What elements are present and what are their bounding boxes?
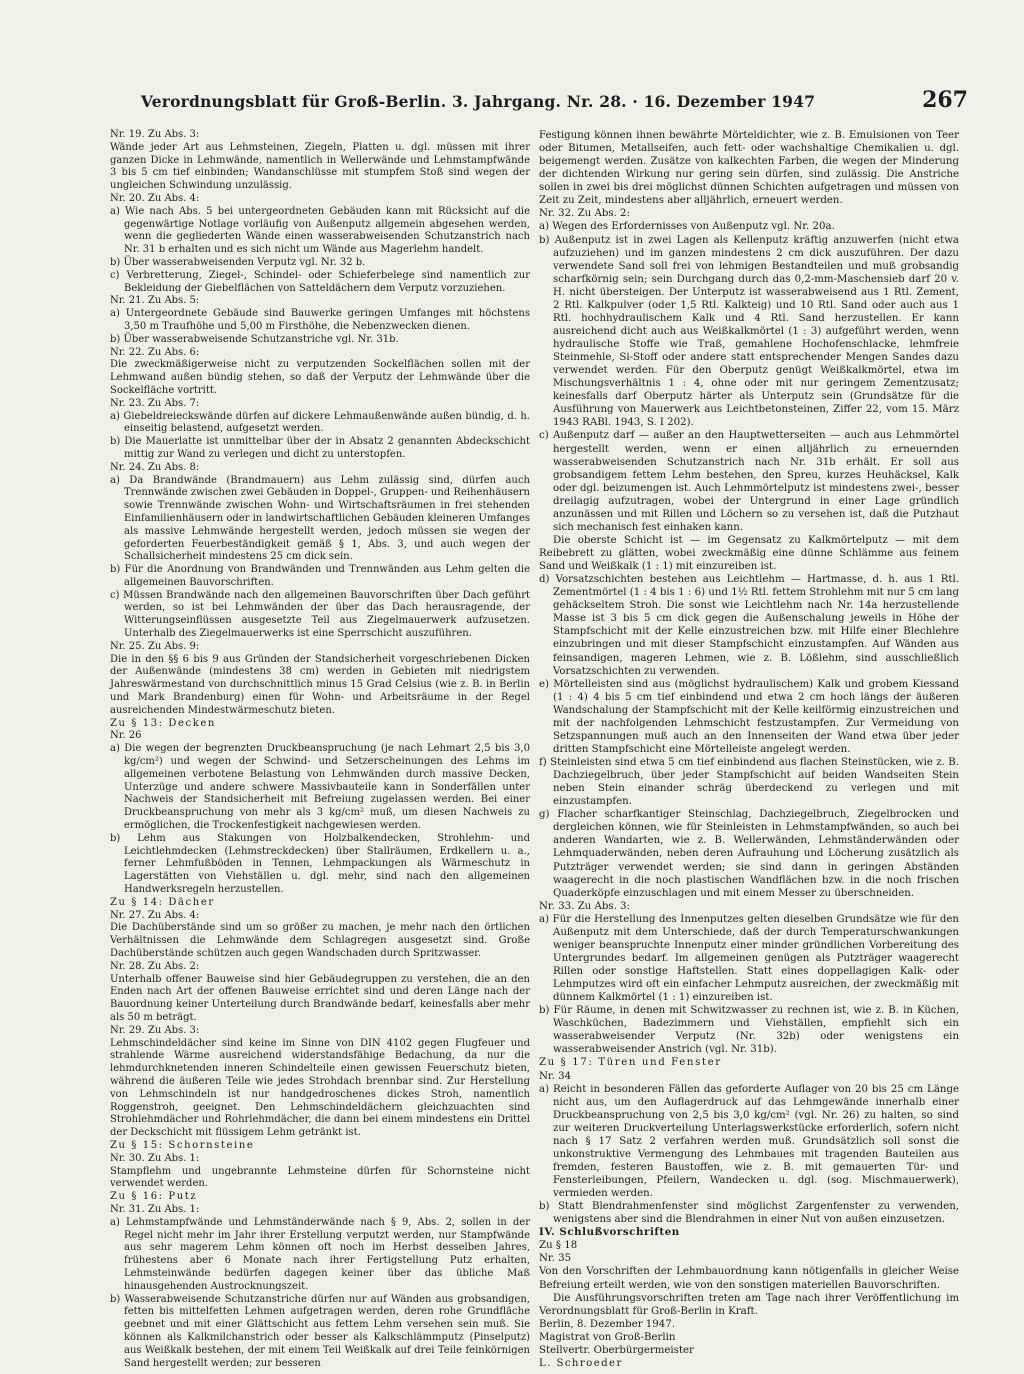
section-heading: Nr. 24. Zu Abs. 8: (110, 461, 200, 473)
section-heading: Nr. 27. Zu Abs. 4: (110, 909, 200, 921)
page-header (88, 87, 968, 114)
list-item: b) Für die Anordnung von Brandwänden und Trennwänden aus Lehm gelten die allgemeinen Bauvorschriften. (110, 564, 530, 588)
paragraph: Von den Vorschriften der Lehmbauordnung kann nötigenfalls in gleicher Weise Befreiung erteilt werden, wie von den sonstigen materiellen Bauvorschriften. (539, 1266, 959, 1291)
list-item: b) Für Räume, in denen mit Schwitzwasser zu rechnen ist, wie z. B. in Küchen, Waschküchen, Badezimmern und Viehställen, empfiehlt sich ein wasserabweisender Verputz (Nr. 32b) oder wenigstens ein wasserabweisender Anstrich (vgl. Nr. 31b). (539, 1005, 959, 1056)
signature-line: Magistrat von Groß-Berlin (539, 1331, 676, 1343)
chapter-heading: Zu § 15: Schornsteine (110, 1139, 255, 1151)
section-heading: Nr. 33. Zu Abs. 3: (539, 900, 630, 912)
paragraph: Lehmschindeldächer sind keine im Sinne von DIN 4102 gegen Flugfeuer und strahlende Wärme ausreichend widerstandsfähige Bedachung, da nur die lehmdurchknetenden inneren Schindelteile einen gewissen Feuerschutz bieten, während die äußeren Teile wie jedes Strohdach brennbar sind. Zur Herstellung von Lehmschindeln ist nur handgedroschenes dickes Stroh, namentlich Roggenstroh, geeignet. Den Lehmschindeldächern gleichzuachten sind Strohlehmdächer und Rohrlehmdächer, die dann bei einem mindestens ein Drittel der Deckschicht mit flüssigem Lehm getränkt ist. (110, 1037, 530, 1139)
section-heading: Nr. 20. Zu Abs. 4: (110, 192, 200, 204)
list-item: a) Für die Herstellung des Innenputzes gelten dieselben Grundsätze wie für den Außenputz mit dem Unterschiede, daß der durch Temperaturschwankungen weniger beanspruchte Innenputz einer minder gründlichen Vorbereitung des Untergrundes bedarf. Im allgemeinen genügen als Putzträger waagerecht Rillen oder sonstige Haftstellen. Statt eines doppellagigen Kalk- oder Lehmputzes wird oft ein einfacher Lehmputz ausreichen, der zweckmäßig mit dünnem Kalkmörtel (1 : 1) einzureiben ist. (539, 913, 959, 1004)
list-item: a) Wie nach Abs. 5 bei untergeordneten Gebäuden kann mit Rücksicht auf die gegenwärtige Notlage vorläufig von Außenputz allgemein abgesehen werden, wenn die gegliederten Wände einen wasserabweisenden Schutzanstrich nach Nr. 31 b erhalten und es sich nicht um Wände aus Magerlehm handelt. (110, 205, 530, 256)
list-item: e) Mörtelleisten sind aus (möglichst hydraulischem) Kalk und grobem Kiessand (1 : 4) 4 bis 5 cm tief einbindend und etwa 2 cm hoch längs der äußeren Wandschalung der Stampfschicht mit der Kelle keilförmig einzustreichen und mit der nachfolgenden Lehmschicht festzustampfen. Zur Vermeidung von Setzspannungen muß auch an den Innenseiten der Wand etwa über jeder dritten Stampfschicht eine Mörtelleiste angelegt werden. (539, 678, 959, 755)
section-heading: Zu § 18 (539, 1240, 578, 1252)
section-heading: Nr. 30. Zu Abs. 1: (110, 1152, 200, 1164)
section-heading: Nr. 25. Zu Abs. 9: (110, 640, 200, 652)
section-heading: Nr. 19. Zu Abs. 3: (110, 129, 200, 140)
paragraph: Stampflehm und ungebrannte Lehmsteine dürfen für Schornsteine nicht verwendet werden. (110, 1165, 530, 1190)
section-heading: Nr. 35 (539, 1253, 572, 1265)
list-item: b) Wasserabweisende Schutzanstriche dürfen nur auf Wänden aus grobsandigen, fetten bis mittelfetten Lehmen aufgetragen werden, deren rohe Grundfläche geebnet und mit einer Glättschicht aus fettem Lehm versehen sein muß. Sie können als Kalkmilchanstrich oder besser als Kalkschlämmputz (Pinselputz) aus Weißkalk bestehen, der mit einem Teil Weißkalk auf drei Teile feinkörnigen Sand hergestellt werden; zur besseren (110, 1293, 530, 1369)
list-item: d) Vorsatzschichten bestehen aus Leichtlehm — Hartmasse, d. h. aus 1 Rtl. Zementmörtel (1 : 4 bis 1 : 6) und 1½ Rtl. fettem Strohlehm mit nur 5 cm lang gehäckseltem Stroh. Die sonst wie Leichtlehm nach Nr. 14a herzustellende Masse ist 3 bis 5 cm dick gegen die Außenschalung jeweils in Höhe der Stampfschicht mit der Kelle einzustreichen bzw. mit Hilfe einer Blechlehre einzubringen und mit dieser Stampfschicht einzustampfen. Auf Wänden aus feinsandigen, mageren Lehmen, wie z. B. Lößlehm, sind ausschließlich Vorsatzschichten zu verwenden. (539, 574, 959, 677)
list-item: b) Über wasserabweisende Schutzanstriche vgl. Nr. 31b. (110, 333, 399, 345)
list-item: b) Außenputz ist in zwei Lagen als Kellenputz kräftig anzuwerfen (nicht etwa aufzuziehen) und im ganzen mindestens 2 cm dick auszuführen. Der dazu verwendete Sand soll frei von lehmigen Bestandteilen und muß grobsandig scharfkörnig sein; sein Durchgang durch das 0,2-mm-Maschensieb darf 20 v. H. nicht übersteigen. Der Unterputz ist wasserabweisend aus 1 Rtl. Zement, 2 Rtl. Kalkpulver (oder 1,5 Rtl. Kalkteig) und 10 Rtl. Sand oder auch aus 1 Rtl. hochhydraulischem Kalk und 4 Rtl. Sand herzustellen. Er kann ausreichend dicht auch aus Weißkalkmörtel (1 : 3) aufgeführt werden, wenn hydraulische Stoffe wie Traß, gemahlene Hochofenschlacke, lehmfreie Steinmehle, Si-Stoff oder andere statt entsprechender Mengen Sandes dazu verwendet werden. Für den Oberputz genügt Weißkalkmörtel, etwa im Mischungsverhältnis 1 : 4, ohne oder mit nur geringem Zementzusatz; keinesfalls darf Oberputz härter als Unterputz sein (Grundsätze für die Ausführung von Mauerwerk aus Leichtbetonsteinen, Ziffer 22, vom 15. März 1943 RABl. 1943, S. I 202). (539, 234, 959, 429)
place-date: Berlin, 8. Dezember 1947. (539, 1318, 675, 1330)
section-heading: Nr. 34 (539, 1070, 572, 1082)
paragraph: Die Ausführungsvorschriften treten am Tage nach ihrer Veröffentlichung im Verordnungsblatt für Groß-Berlin in Kraft. (539, 1292, 959, 1317)
part-heading: IV. Schlußvorschriften (539, 1226, 680, 1239)
section-heading: Nr. 31. Zu Abs. 1: (110, 1203, 200, 1215)
section-heading: Nr. 23. Zu Abs. 7: (110, 397, 200, 409)
list-item: a) Die wegen der begrenzten Druckbeanspruchung (je nach Lehmart 2,5 bis 3,0 kg/cm²) und wegen der Schwind- und Setzerscheinungen des Lehms im allgemeinen verbotene Belastung von Lehmwänden durch massive Decken, Unterzüge und andere schwere Massivbauteile kann in Sonderfällen unter Nachweis der Standsicherheit mit Befreiung zugelassen werden. Bei einer Druckbeanspruchung von mehr als 3 kg/cm² muß, um diesen Nachweis zu ermöglichen, die Trockenfestigkeit nachgewiesen werden. (110, 743, 530, 832)
list-item: c) Müssen Brandwände nach den allgemeinen Bauvorschriften über Dach geführt werden, so ist bei Lehmwänden der über das Dach herausragende, der Witterungseinflüssen ausgesetzte Teil aus Ziegelmauerwerk aufzusetzen. Unterhalb des Ziegelmauerwerks ist eine Sperrschicht auszuführen. (110, 589, 530, 640)
paragraph: Wände jeder Art aus Lehmsteinen, Ziegeln, Platten u. dgl. müssen mit ihrer ganzen Dicke in Lehmwände, namentlich in Wellerwände und Lehmstampfwände 3 bis 5 cm tief einbinden; Wandanschlüsse mit stumpfem Stoß sind wegen der ungleichen Schwindung unzulässig. (110, 141, 530, 192)
paragraph: Die oberste Schicht ist — im Gegensatz zu Kalkmörtelputz — mit dem Reibebrett zu glätten, wobei zweckmäßig eine dünne Schlämme aus feinem Sand und Weißkalk (1 : 1) mit einzureiben ist. (539, 534, 959, 573)
list-item: a) Reicht in besonderen Fällen das geforderte Auflager von 20 bis 25 cm Länge nicht aus, um den Auflagerdruck auf das Lehmgewände innerhalb einer Druckbeanspruchung von 2,5 bis 3,0 kg/cm² (vgl. Nr. 26) zu halten, so sind zur weiteren Druckverteilung Unterlagswerkstücke erforderlich, sofern nicht nach § 17 Satz 2 verfahren werden muß. Grundsätzlich soll sonst die unkonstruktive Vermengung des Lehmbaues mit tragenden Bauteilen aus fremden, festeren Baustoffen, wie z. B. mit gemauerten Tür- und Fensterleibungen, Pfeilern, Wandecken u. dgl. (sog. Mischmauerwerk), vermieden werden. (539, 1083, 959, 1200)
list-item: f) Steinleisten sind etwa 5 cm tief einbindend aus flachen Steinstücken, wie z. B. Dachziegelbruch, über jeder Stampfschicht auf beiden Wandseiten Stein neben Stein einander schräg überdeckend zu verlegen und mit einzustampfen. (539, 757, 959, 808)
paragraph: Die in den §§ 6 bis 9 aus Gründen der Standsicherheit vorgeschriebenen Dicken der Außenwände (mindestens 38 cm) werden in Gebieten mit niedrigstem Jahreswärmestand von durchschnittlich minus 15 Grad Celsius (wie z. B. in Berlin und Mark Brandenburg) einen für Wohn- und Arbeitsräume in der Regel ausreichenden Mindestwärmeschutz bieten. (110, 653, 530, 716)
list-item: b) Die Mauerlatte ist unmittelbar über der in Absatz 2 genannten Abdeckschicht mittig zur Wand zu verlegen und dicht zu unterstopfen. (110, 436, 530, 460)
left-column (110, 129, 530, 1370)
list-item: a) Untergeordnete Gebäude sind Bauwerke geringen Umfanges mit höchstens 3,50 m Traufhöhe und 5,00 m Firsthöhe, die Nebenzwecken dienen. (110, 308, 530, 332)
section-heading: Nr. 28. Zu Abs. 2: (110, 960, 200, 972)
list-item: g) Flacher scharfkantiger Steinschlag, Dachziegelbruch, Ziegelbrocken und dergleichen können, wie für Steinleisten in Lehmstampfwänden, so auch bei anderen Wandarten, wie z. B. Wellerwänden, Lehmständerwänden oder Lehmquaderwänden, neben deren Aufrauhung und Löcherung zusätzlich als Putzträger verwendet werden; sie sind dann in geringen Abständen waagerecht in die noch plastischen Wandflächen bzw. in die noch frischen Quaderköpfe einzuschlagen und mit einem Messer zu überschneiden. (539, 809, 959, 899)
page-number: 267 (922, 87, 968, 113)
list-item: a) Da Brandwände (Brandmauern) aus Lehm zulässig sind, dürfen auch Trennwände zwischen zwei Gebäuden in Doppel-, Gruppen- und Reihenhäusern sowie Trennwände zwischen Wohn- und Wirtschaftsräumen in frei stehenden Einfamilienhäusern oder in landwirtschaftlichen Gebäuden kleineren Umfanges als massive Lehmwände hergestellt werden, jedoch müssen sie wegen der geforderten Feuerbeständigkeit gemäß § 1, Abs. 3, und auch wegen der Schallsicherheit mindestens 25 cm dick sein. (110, 474, 530, 563)
chapter-heading: Zu § 17: Türen und Fenster (539, 1057, 722, 1069)
list-item: b) Lehm aus Stakungen von Holzbalkendecken, Strohlehm- und Leichtlehmdecken (Lehmstreckdecken) über Stallräumen, Erdkellern u. a., ferner Lehmfußböden in Tennen, Lehmpackungen als Wärmeschutz in Lagerstätten von Viehställen u. dgl. mehr, sind nach den allgemeinen Handwerksregeln herzustellen. (110, 832, 530, 896)
list-item: c) Außenputz darf — außer an den Hauptwetterseiten — auch aus Lehmmörtel hergestellt werden, wenn er einen alljährlich zu erneuernden wasserabweisenden Schutzanstrich nach Nr. 31b erhält. Er soll aus grobsandigem fettem Lehm bestehen, den Spreu, kurzes Heuhäcksel, Kalk oder dgl. beizumengen ist. Auch Lehmmörtelputz ist mindestens zwei-, besser dreilagig aufzutragen, wobei der Untergrund in einer Lage gründlich anzunässen und mit Rillen und Löchern so zu versehen ist, daß die Putzhaut sich mechanisch fest einhaken kann. (539, 430, 959, 533)
section-heading: Nr. 32. Zu Abs. 2: (539, 208, 630, 220)
chapter-heading: Zu § 13: Decken (110, 717, 216, 729)
section-heading: Nr. 21. Zu Abs. 5: (110, 295, 200, 307)
section-heading: Nr. 29. Zu Abs. 3: (110, 1024, 200, 1036)
chapter-heading: Zu § 14: Dächer (110, 896, 215, 908)
list-item: c) Verbretterung, Ziegel-, Schindel- oder Schieferbelege sind namentlich zur Bekleidung der Giebelflächen von Satteldächern dem Verputz vorzuziehen. (110, 269, 530, 294)
list-item: a) Lehmstampfwände und Lehmständerwände nach § 9, Abs. 2, sollen in der Regel nicht mehr im Jahr ihrer Erstellung verputzt werden, nur Stampfwände aus sehr magerem Lehm können oft noch im Herbst desselben Jahres, frühestens aber 6 Monate nach ihrer Fertigstellung Putz erhalten, Lehmsteinwände bedürfen dagegen keiner über das übliche Maß hinausgehenden Austrocknungszeit. (110, 1216, 530, 1292)
list-item: b) Statt Blendrahmenfenster sind möglichst Zargenfenster zu verwenden, wenigstens aber sind die Blendrahmen in einer Nut von außen einzusetzen. (539, 1201, 959, 1226)
signatory-name: L. Schroeder (539, 1357, 623, 1369)
paragraph: Die zweckmäßigerweise nicht zu verputzenden Sockelflächen sollen mit der Lehmwand außen bündig stehen, so daß der Verputz der Lehmwände über die Sockelfläche vortritt. (110, 359, 530, 396)
section-heading: Nr. 26 (110, 730, 142, 742)
right-column (539, 129, 959, 1370)
paragraph: Festigung können ihnen bewährte Mörteldichter, wie z. B. Emulsionen von Teer oder Bitumen, Metallseifen, auch fett- oder wachshaltige Chemikalien u. dgl. beigemengt werden. Zusätze von kalkechten Farben, die wegen der Minderung der dichtenden Wirkung nur gering sein dürfen, sind zulässig. Die Anstriche sollen in zwei bis drei möglichst dünnen Schichten aufgetragen und müssen von Zeit zu Zeit, mindestens aber alljährlich, erneuert werden. (539, 130, 959, 207)
running-title: Verordnungsblatt für Groß-Berlin. 3. Jahrgang. Nr. 28. · 16. Dezember 1947 (140, 92, 816, 111)
chapter-heading: Zu § 16: Putz (110, 1191, 198, 1203)
paragraph: Die Dachüberstände sind um so größer zu machen, je mehr nach den örtlichen Verhältnissen die Lehmwände dem Schlagregen ausgesetzt sind. Große Dachüberstände schützen auch gegen Wandschaden durch Spritzwasser. (110, 922, 530, 959)
list-item: a) Giebeldreieckswände dürfen auf dickere Lehmaußenwände außen bündig, d. h. einseitig belastend, aufgesetzt werden. (110, 410, 530, 435)
paragraph: Unterhalb offener Bauweise sind hier Gebäudegruppen zu verstehen, die an den Enden nach Art der offenen Bauweise errichtet sind und deren Länge nach der Bauordnung keiner Unterteilung durch Brandwände bedarf, keinesfalls aber mehr als 50 m beträgt. (110, 973, 530, 1023)
section-heading: Nr. 22. Zu Abs. 6: (110, 346, 200, 358)
list-item: b) Über wasserabweisenden Verputz vgl. Nr. 32 b. (110, 256, 366, 268)
signature-line: Stellvertr. Oberbürgermeister (539, 1344, 694, 1356)
list-item: a) Wegen des Erfordernisses von Außenputz vgl. Nr. 20a. (539, 221, 835, 233)
